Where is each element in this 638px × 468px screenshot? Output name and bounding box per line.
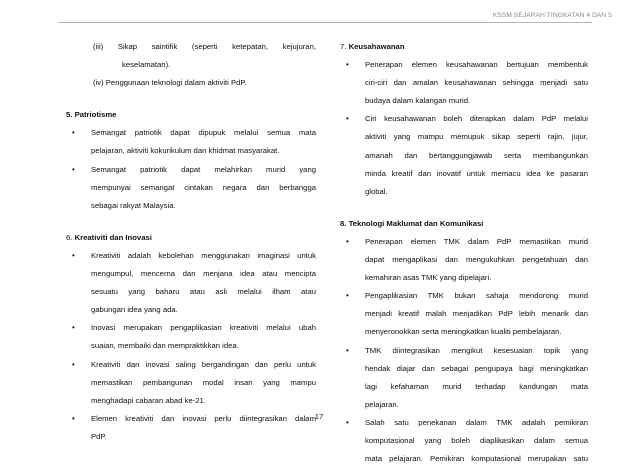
- section-5-heading: [66, 106, 316, 124]
- list-item: • Semangat patriotik dapat dipupuk melalui semua mata pelajaran, aktiviti kokurikulum dan khidmat masyarakat.: [66, 124, 316, 160]
- list-item: • Salah satu penekanan dalam TMK adalah pemikiran komputasional yang boleh diaplikasikan dalam semua mata pelajaran. Pemikiran komputasional merupakan satu: [340, 414, 588, 468]
- section-7-heading: [340, 38, 588, 56]
- list-item: • TMK diintegrasikan mengikut kesesuaian topik yang hendak diajar dan sebagai pengupaya bagi meningkatkan lagi kefahaman murid terhadap kandungan mata pelajaran.: [340, 342, 588, 414]
- section-7-number: 7.: [340, 42, 347, 51]
- right-column: [340, 38, 588, 468]
- section-8-title: Teknologi Maklumat dan Komunikasi: [348, 218, 484, 228]
- list-item: • Pengaplikasian TMK bukan sahaja mendorong murid menjadi kreatif malah menjadikan PdP lebih menarik dan menyeronokkan serta meningkatkan kualiti pembelajaran.: [340, 287, 588, 341]
- list-item: • Kreativiti dan inovasi saling bergandingan dan perlu untuk memastikan pembangunan modal insan yang mampu menghadapi cabaran abad ke-21.: [66, 356, 316, 410]
- page-number: 17: [314, 412, 324, 421]
- section-8-heading: [340, 215, 588, 233]
- section-7-title: Keusahawanan: [348, 42, 405, 51]
- list-item: • Ciri keusahawanan boleh diterapkan dalam PdP melalui aktiviti yang mampu memupuk sikap seperti rajin, jujur, amanah dan bertanggungjawab serta membangunkan minda kreatif dan inovatif untuk memacu idea ke pasaran global.: [340, 110, 588, 200]
- sub-item-iii-line1: (iii) Sikap saintifik (seperti ketepatan, kejujuran,: [93, 42, 316, 51]
- section-6-title: Kreativiti dan Inovasi: [74, 232, 152, 242]
- section-6-number: 6.: [66, 232, 73, 242]
- sub-item-iii-line2: keselamatan).: [122, 60, 171, 70]
- bullet-dot-icon: •: [72, 359, 75, 369]
- section-6-heading: [66, 229, 316, 247]
- bullet-dot-icon: •: [72, 164, 75, 174]
- section-5-number: 5.: [66, 110, 73, 120]
- bullet-dot-icon: •: [72, 413, 75, 423]
- bullet-dot-icon: •: [346, 417, 349, 427]
- bullet-dot-icon: •: [72, 128, 75, 138]
- bullet-dot-icon: •: [346, 291, 349, 301]
- list-item: • Penerapan elemen TMK dalam PdP memastikan murid dapat mengaplikasi dan mengukuhkan pengetahuan dan kemahiran asas TMK yang dipelajari.: [340, 233, 588, 287]
- section-8-number: 8.: [340, 218, 347, 228]
- list-item: • Elemen kreativiti dan inovasi perlu diintegrasikan dalam PdP.: [66, 410, 316, 446]
- sub-item-iv: (iv) Penggunaan teknologi dalam aktiviti PdP.: [93, 78, 247, 88]
- list-item: • Semangat patriotik dapat melahirkan murid yang mempunyai semangat cintakan negara dan berbangga sebagai rakyat Malaysia.: [66, 161, 316, 215]
- bullet-dot-icon: •: [346, 345, 349, 355]
- header-rule: [58, 22, 592, 23]
- list-item: • Penerapan elemen keusahawanan bertujuan membentuk ciri-ciri dan amalan keusahawanan sehingga menjadi satu budaya dalam kalangan murid.: [340, 56, 588, 110]
- list-item: • Kreativiti adalah kebolehan menggunakan imaginasi untuk mengumpul, mencerna dan menjana idea atau mencipta sesuatu yang baharu atau asli melalui ilham atau gabungan idea yang ada.: [66, 247, 316, 319]
- bullet-dot-icon: •: [346, 236, 349, 246]
- left-column: [66, 38, 316, 446]
- section-5-title: Patriotisme: [74, 110, 117, 120]
- bullet-dot-icon: •: [72, 323, 75, 333]
- bullet-dot-icon: •: [346, 114, 349, 124]
- running-header: KSSM SEJARAH TINGKATAN 4 DAN 5: [492, 12, 612, 19]
- bullet-dot-icon: •: [346, 60, 349, 70]
- bullet-dot-icon: •: [72, 250, 75, 260]
- list-item: • Inovasi merupakan pengaplikasian kreativiti melalui ubah suaian, membaiki dan mempraktikkan idea.: [66, 319, 316, 355]
